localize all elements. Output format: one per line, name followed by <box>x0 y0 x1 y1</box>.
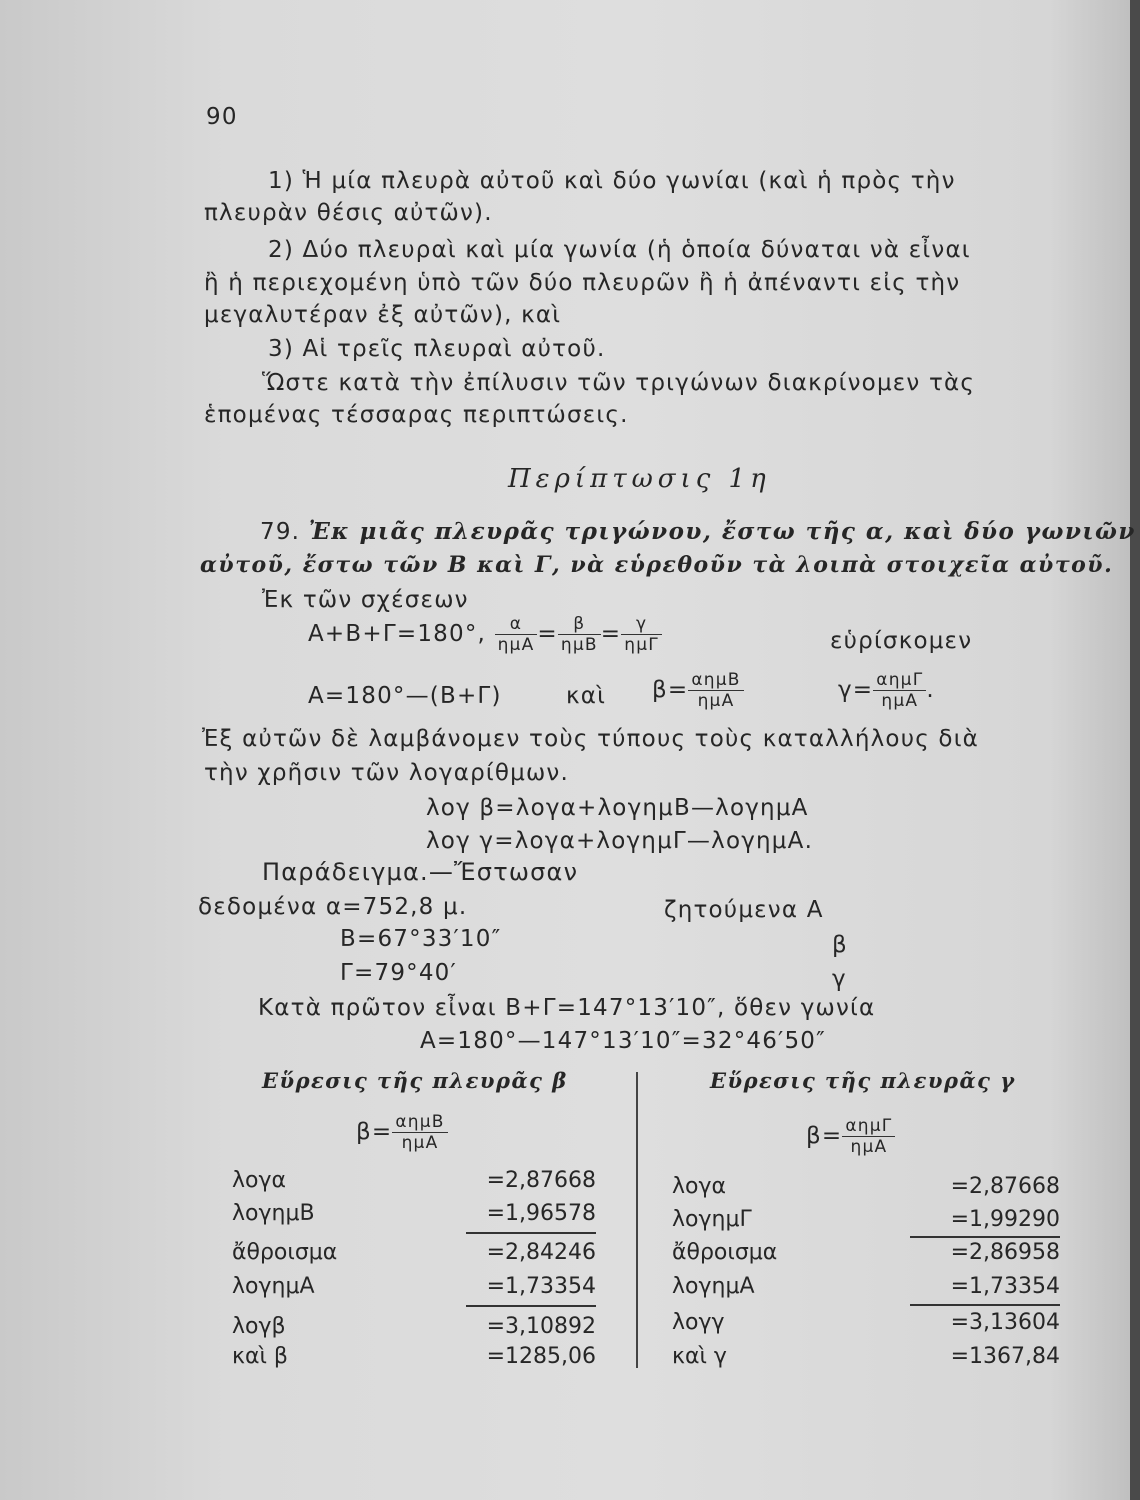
sought-b: β <box>832 932 848 958</box>
paragraph-1-line-1: 1) Ἡ μία πλευρὰ αὐτοῦ καὶ δύο γωνίαι (καὶ ἡ πρὸς τὴν <box>268 168 956 194</box>
relations-intro: Ἐκ τῶν σχέσεων <box>262 587 469 613</box>
left-row-label: λογημΒ <box>232 1201 315 1226</box>
left-difference-rule <box>466 1305 596 1307</box>
section-79-line-1 <box>260 518 1136 545</box>
fraction-g-formula: $\frac{\text{αημΓ}}{\text{ημΑ}}$ <box>873 670 926 711</box>
left-table-formula: β= $\frac{\text{αημΒ}}{\text{ημΑ}}$ <box>356 1112 448 1153</box>
equation-1-lhs: Α+Β+Γ=180°, <box>308 621 487 647</box>
right-row-label: λογα <box>672 1174 727 1199</box>
right-row-label: ἄθροισμα <box>672 1240 778 1265</box>
left-row-label: λογημΑ <box>232 1274 315 1299</box>
table-divider <box>636 1072 638 1368</box>
given-b: Β=67°33′10″ <box>340 926 502 952</box>
equation-2-kai: καὶ <box>566 683 607 709</box>
logarithm-intro-line-2: τὴν χρῆσιν τῶν λογαρίθμων. <box>204 760 569 786</box>
fraction-g-over-sinG: $\frac{\gamma}{\text{ημΓ}}$ <box>621 614 662 655</box>
left-row-value: =1,96578 <box>486 1201 596 1226</box>
equation-2-g: γ= $\frac{\text{αημΓ}}{\text{ημΑ}}$ . <box>838 670 935 711</box>
section-number: 79. <box>260 519 301 545</box>
given-g: Γ=79°40′ <box>340 960 457 986</box>
right-row-label: λογημΓ <box>672 1207 752 1232</box>
right-row-label: λογγ <box>672 1310 725 1335</box>
angle-a-result: Α=180°—147°13′10″=32°46′50″ <box>420 1028 826 1054</box>
left-row-value: =1,73354 <box>486 1274 596 1299</box>
left-row-value: =2,87668 <box>486 1168 596 1193</box>
left-sum-rule <box>466 1232 596 1234</box>
first-step: Κατὰ πρῶτον εἶναι Β+Γ=147°13′10″, ὅθεν γωνία <box>258 995 876 1021</box>
paragraph-2-line-1: 2) Δύο πλευραὶ καὶ μία γωνία (ἡ ὁποία δύναται νὰ εἶναι <box>268 237 971 263</box>
fraction-b-over-sinB: $\frac{\beta}{\text{ημΒ}}$ <box>558 614 601 655</box>
page-number: 90 <box>206 104 238 130</box>
right-table-formula: β= $\frac{\text{αημΓ}}{\text{ημΑ}}$ <box>806 1116 895 1157</box>
right-row-value: =1,99290 <box>950 1207 1060 1232</box>
right-row-value: =1,73354 <box>950 1274 1060 1299</box>
right-row-value: =2,86958 <box>950 1240 1060 1265</box>
paragraph-1-line-2: πλευρὰν θέσις αὐτῶν). <box>204 200 493 226</box>
left-row-label: ἄθροισμα <box>232 1240 338 1265</box>
paragraph-2-line-3: μεγαλυτέραν ἐξ αὐτῶν), καὶ <box>204 302 562 328</box>
log-formula-g: λογ γ=λογα+λογημΓ—λογημΑ. <box>426 828 814 854</box>
left-row-label: καὶ β <box>232 1344 288 1369</box>
left-row-value: =2,84246 <box>486 1240 596 1265</box>
left-row-value: =1285,06 <box>486 1344 596 1369</box>
paragraph-4-line-2: ἑπομένας τέσσαρας περιπτώσεις. <box>204 402 629 428</box>
right-formula-fraction: $\frac{\text{αημΓ}}{\text{ημΑ}}$ <box>842 1116 895 1157</box>
right-difference-rule <box>910 1304 1060 1306</box>
right-row-label: καὶ γ <box>672 1344 727 1369</box>
left-row-value: =3,10892 <box>486 1314 596 1339</box>
right-row-value: =2,87668 <box>950 1174 1060 1199</box>
page-edge <box>1130 0 1140 1500</box>
paragraph-4-line-1: Ὥστε κατὰ τὴν ἐπίλυσιν τῶν τριγώνων διακρίνομεν τὰς <box>262 370 976 396</box>
sought-a: ζητούμενα Α <box>664 897 824 923</box>
right-sum-rule <box>910 1236 1060 1238</box>
right-row-label: λογημΑ <box>672 1274 755 1299</box>
section-79-text-1: Ἐκ μιᾶς πλευρᾶς τριγώνου, ἔστω τῆς α, καὶ δύο γωνιῶν <box>308 518 1136 545</box>
left-table-title: Εὕρεσις τῆς πλευρᾶς β <box>262 1068 568 1093</box>
paragraph-3: 3) Αἱ τρεῖς πλευραὶ αὐτοῦ. <box>268 336 606 362</box>
right-table-title: Εὕρεσις τῆς πλευρᾶς γ <box>710 1068 1016 1093</box>
given-a: δεδομένα α=752,8 μ. <box>198 894 468 920</box>
equation-1: Α+Β+Γ=180°, $\frac{\alpha}{\text{ημΑ}}$ = $\frac{\beta}{\text{ημΒ}}$ = $\frac{\gamma}{\text{ημΓ}}$ <box>308 614 662 655</box>
equation-1-result: εὑρίσκομεν <box>830 628 973 654</box>
equation-2-a: Α=180°—(Β+Γ) <box>308 683 502 709</box>
example-heading: Παράδειγμα.—Ἔστωσαν <box>262 858 579 886</box>
right-row-value: =1367,84 <box>950 1344 1060 1369</box>
paragraph-2-line-2: ἢ ἡ περιεχομένη ὑπὸ τῶν δύο πλευρῶν ἢ ἡ ἀπέναντι εἰς τὴν <box>204 270 961 296</box>
equation-2-b: β= $\frac{\text{αημΒ}}{\text{ημΑ}}$ <box>652 670 744 711</box>
case-heading: Περίπτωσις 1η <box>508 464 771 494</box>
logarithm-intro-line-1: Ἐξ αὐτῶν δὲ λαμβάνομεν τοὺς τύπους τοὺς καταλλήλους διὰ <box>202 726 980 752</box>
left-row-label: λογα <box>232 1168 287 1193</box>
sought-g: γ <box>832 966 847 992</box>
fraction-a-over-sinA: $\frac{\alpha}{\text{ημΑ}}$ <box>495 614 538 655</box>
section-79-line-2: αὐτοῦ, ἔστω τῶν Β καὶ Γ, νὰ εὑρεθοῦν τὰ λοιπὰ στοιχεῖα αὐτοῦ. <box>200 552 1114 578</box>
fraction-b-formula: $\frac{\text{αημΒ}}{\text{ημΑ}}$ <box>688 670 743 711</box>
left-formula-fraction: $\frac{\text{αημΒ}}{\text{ημΑ}}$ <box>392 1112 447 1153</box>
log-formula-b: λογ β=λογα+λογημΒ—λογημΑ <box>426 795 809 821</box>
left-row-label: λογβ <box>232 1314 286 1339</box>
right-row-value: =3,13604 <box>950 1310 1060 1335</box>
